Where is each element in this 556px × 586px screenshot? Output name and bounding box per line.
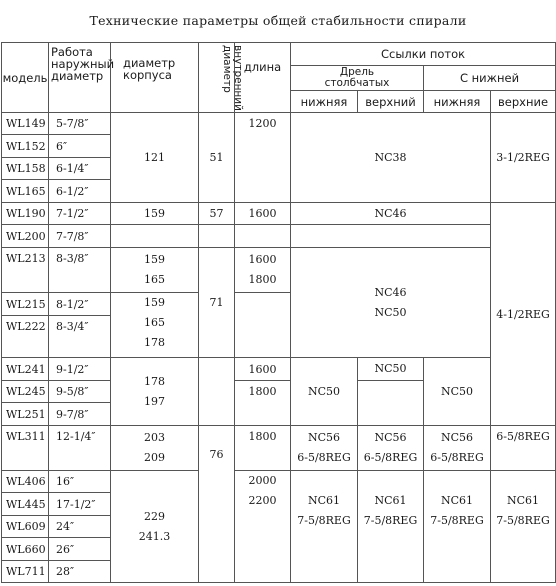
header-lower-1: нижняя xyxy=(291,91,358,113)
length-value: 2000 xyxy=(248,474,277,487)
thread-cell: NC50 xyxy=(358,358,424,381)
body-value: 159 xyxy=(144,253,165,266)
model-cell: WL251 xyxy=(2,403,49,426)
od-cell: 7-1/2″ xyxy=(49,203,111,225)
body-value: 203 xyxy=(144,431,165,444)
body-cell xyxy=(111,471,199,583)
body-value: 165 xyxy=(144,273,165,286)
inner-cell-empty xyxy=(199,225,235,248)
inner-cell-empty xyxy=(199,358,235,426)
body-value: 241.3 xyxy=(138,529,171,543)
od-cell: 28″ xyxy=(49,561,111,583)
thread-cell xyxy=(291,471,358,583)
body-cell xyxy=(111,358,199,426)
table-row xyxy=(2,426,556,471)
thread-cell xyxy=(491,471,556,583)
model-cell: WL311 xyxy=(2,426,49,471)
inner-cell: 57 xyxy=(199,203,235,225)
model-cell: WL215 xyxy=(2,293,49,316)
model-cell: WL241 xyxy=(2,358,49,381)
length-cell: 1600 xyxy=(235,203,291,225)
inner-cell: 51 xyxy=(199,113,235,203)
od-cell: 26″ xyxy=(49,538,111,561)
header-upper-2: верхние xyxy=(491,91,556,113)
thread-cell xyxy=(291,248,491,358)
thread-cell xyxy=(424,471,491,583)
od-cell: 9-1/2″ xyxy=(49,358,111,381)
od-cell: 8-3/8″ xyxy=(49,248,111,293)
table-title: Технические параметры общей стабильности спирали xyxy=(89,13,467,28)
header-inner-diameter xyxy=(199,43,244,113)
od-cell: 16″ xyxy=(49,471,111,493)
model-cell: WL158 xyxy=(2,158,49,180)
thread-cell-empty xyxy=(291,225,491,248)
table-row xyxy=(2,471,556,493)
header-inner-line2: диаметр xyxy=(220,44,233,93)
thread-value: 6-5/8REG xyxy=(430,451,484,464)
od-cell: 6″ xyxy=(49,135,111,158)
header-drill-line1: Дрель xyxy=(339,66,375,78)
length-value: 1800 xyxy=(248,273,277,286)
header-row-1 xyxy=(2,43,556,66)
thread-cell: NC46 xyxy=(291,203,491,225)
model-cell: WL406 xyxy=(2,471,49,493)
model-cell: WL609 xyxy=(2,516,49,538)
inner-cell: 71 xyxy=(199,248,235,358)
model-cell: WL200 xyxy=(2,225,49,248)
thread-cell-empty xyxy=(358,381,424,426)
thread-value: NC56 xyxy=(307,431,341,444)
header-inner-line1: внутренний xyxy=(231,44,244,111)
length-cell: 1800 xyxy=(235,381,291,426)
thread-value: NC56 xyxy=(440,431,474,444)
length-cell xyxy=(235,248,291,293)
header-work-od-line2: наружный xyxy=(51,57,115,71)
od-cell: 12-1/4″ xyxy=(49,426,111,471)
header-thread-links: Ссылки поток xyxy=(291,43,556,66)
body-value: 165 xyxy=(144,316,165,329)
od-cell: 6-1/4″ xyxy=(49,158,111,180)
table-row xyxy=(2,203,556,225)
length-cell: 1800 xyxy=(235,426,291,471)
length-cell xyxy=(235,471,291,583)
model-cell: WL222 xyxy=(2,316,49,358)
thread-value: 6-5/8REG xyxy=(363,451,418,464)
body-value: 178 xyxy=(144,336,165,349)
length-cell-empty xyxy=(235,225,291,248)
model-cell: WL165 xyxy=(2,180,49,203)
body-value: 197 xyxy=(144,394,165,408)
od-cell: 7-7/8″ xyxy=(49,225,111,248)
thread-value: NC61 xyxy=(506,494,540,507)
body-cell xyxy=(111,293,199,358)
body-value: 229 xyxy=(144,509,165,523)
length-value: 1600 xyxy=(248,253,277,266)
thread-cell: 6-5/8REG xyxy=(491,426,556,471)
thread-value: 7-5/8REG xyxy=(363,514,418,527)
thread-value: 6-5/8REG xyxy=(297,451,351,464)
body-value: 159 xyxy=(144,296,165,309)
thread-cell: NC50 xyxy=(291,358,358,426)
body-cell: 159 xyxy=(111,203,199,225)
od-cell: 9-7/8″ xyxy=(49,403,111,426)
thread-value: NC61 xyxy=(440,494,474,507)
thread-value: NC46 xyxy=(374,285,407,299)
thread-cell xyxy=(291,426,358,471)
body-cell: 121 xyxy=(111,113,199,203)
header-body-line1: диаметр xyxy=(123,56,176,70)
thread-value: 7-5/8REG xyxy=(297,514,351,527)
length-cell-empty xyxy=(235,293,291,358)
model-cell: WL660 xyxy=(2,538,49,561)
inner-cell: 76 xyxy=(199,426,235,583)
model-cell: WL445 xyxy=(2,493,49,516)
thread-cell: NC38 xyxy=(291,113,491,203)
header-lower-2: нижняя xyxy=(424,91,491,113)
header-inner-vertical xyxy=(221,45,243,111)
thread-value: NC61 xyxy=(307,494,341,507)
od-cell: 8-3/4″ xyxy=(49,316,111,358)
header-length: длина xyxy=(235,43,291,113)
header-work-od xyxy=(49,43,115,113)
length-value: 2200 xyxy=(248,494,277,507)
thread-cell xyxy=(358,426,424,471)
header-model: модель xyxy=(2,43,49,113)
thread-cell xyxy=(358,471,424,583)
thread-cell: 3-1/2REG xyxy=(491,113,556,203)
body-cell-empty xyxy=(111,225,199,248)
header-work-od-line3: диаметр xyxy=(51,69,104,83)
header-body-line2: корпуса xyxy=(123,68,172,82)
table-row xyxy=(2,113,556,135)
thread-value: NC61 xyxy=(374,494,407,507)
length-cell: 1600 xyxy=(235,358,291,381)
od-cell: 8-1/2″ xyxy=(49,293,111,316)
length-cell: 1200 xyxy=(235,113,291,203)
header-upper-1: верхний xyxy=(358,91,424,113)
model-cell: WL711 xyxy=(2,561,49,583)
body-cell xyxy=(111,248,199,293)
body-cell xyxy=(111,426,199,471)
od-cell: 24″ xyxy=(49,516,111,538)
od-cell: 9-5/8″ xyxy=(49,381,111,403)
thread-value: NC56 xyxy=(374,431,407,444)
header-body-diameter xyxy=(111,43,199,113)
body-value: 178 xyxy=(144,374,165,388)
thread-cell: NC50 xyxy=(424,358,491,426)
table-row xyxy=(2,225,556,248)
thread-value: NC50 xyxy=(374,305,407,319)
body-value: 209 xyxy=(144,451,165,464)
table-row xyxy=(2,358,556,381)
spiral-parameters-table xyxy=(1,42,556,583)
thread-value: 7-5/8REG xyxy=(430,514,484,527)
header-bottom-group: С нижней xyxy=(424,66,556,91)
table-row xyxy=(2,248,556,293)
header-drill-collar xyxy=(291,66,424,91)
model-cell: WL190 xyxy=(2,203,49,225)
model-cell: WL245 xyxy=(2,381,49,403)
model-cell: WL152 xyxy=(2,135,49,158)
header-drill-line2: столбчатых xyxy=(324,77,390,89)
thread-value: 7-5/8REG xyxy=(496,514,550,527)
od-cell: 6-1/2″ xyxy=(49,180,111,203)
od-cell: 5-7/8″ xyxy=(49,113,111,135)
thread-cell xyxy=(424,426,491,471)
model-cell: WL213 xyxy=(2,248,49,293)
header-work-od-line1: Работа xyxy=(51,45,93,59)
od-cell: 17-1/2″ xyxy=(49,493,111,516)
thread-cell: 4-1/2REG xyxy=(491,203,556,426)
model-cell: WL149 xyxy=(2,113,49,135)
